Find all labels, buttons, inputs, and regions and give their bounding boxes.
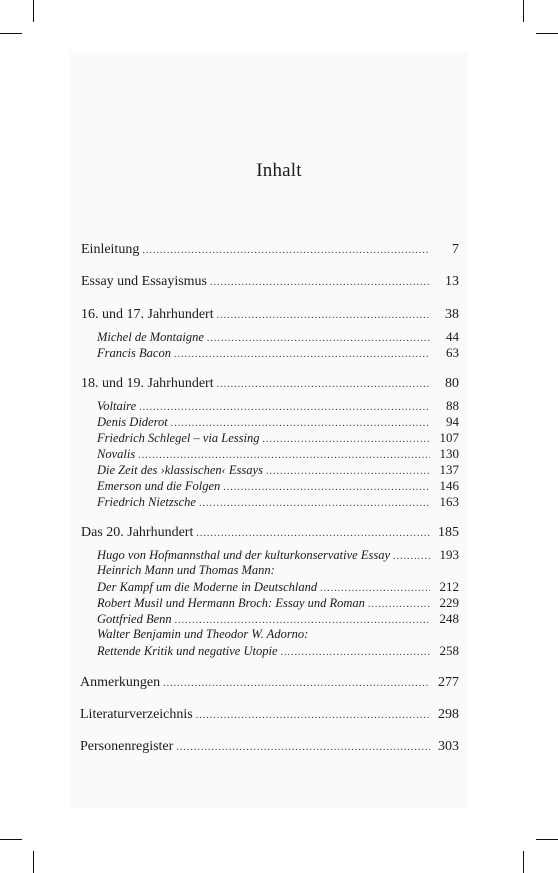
crop-mark-bottom-right-h (536, 839, 558, 840)
toc-entry-page: 63 (446, 345, 459, 360)
toc-entry-page: 212 (439, 579, 459, 594)
toc-subentry-novalis (97, 446, 459, 461)
toc-subentry-benjamin-adorno (97, 627, 459, 642)
toc-entry-label: Robert Musil und Hermann Broch: Essay und Roman (97, 596, 365, 610)
toc-entry-page: 80 (445, 376, 459, 391)
toc-subentry-kampf-moderne (97, 579, 459, 594)
toc-subentry-voltaire (97, 398, 459, 413)
toc-entry-label: Novalis (97, 447, 136, 461)
toc-entry-page: 229 (439, 595, 459, 610)
toc-subentry-klassischen-essays (97, 462, 459, 477)
toc-entry-page: 193 (439, 547, 459, 562)
toc-entry-label: Voltaire (97, 399, 137, 413)
toc-entry-personenregister (80, 738, 459, 755)
crop-mark-bottom-left-v (33, 851, 34, 873)
dot-leader (207, 330, 430, 346)
toc-entry-label: Emerson und die Folgen (97, 479, 221, 493)
toc-entry-label: Die Zeit des ›klassischen‹ Essays (97, 463, 263, 477)
toc-entry-page: 130 (439, 446, 459, 461)
toc-entry-page: 88 (446, 398, 459, 413)
toc-entry-page: 185 (438, 525, 459, 540)
toc-entry-label: Friedrich Schlegel – via Lessing (97, 431, 260, 445)
dot-leader (393, 548, 430, 564)
toc-entry-16-17 (81, 306, 459, 323)
crop-mark-bottom-left-h (0, 839, 22, 840)
dot-leader (138, 447, 430, 463)
dot-leader (223, 479, 430, 495)
dot-leader (171, 415, 430, 431)
toc-entry-label: 16. und 17. Jahrhundert (81, 307, 214, 322)
toc-entry-einleitung (81, 241, 459, 258)
toc-subentry-emerson (97, 478, 459, 493)
crop-mark-top-right-h (536, 33, 558, 34)
toc-entry-page: 298 (438, 707, 459, 722)
toc-entry-page: 303 (438, 739, 459, 754)
dot-leader (175, 612, 430, 628)
toc-subentry-diderot (97, 414, 459, 429)
dot-leader (196, 524, 430, 542)
toc-subentry-montaigne (97, 329, 459, 344)
toc-entry-page: 137 (439, 462, 459, 477)
crop-mark-top-left-v (33, 0, 34, 22)
toc-entry-page: 7 (452, 242, 459, 257)
toc-entry-page: 13 (445, 274, 459, 289)
toc-subentry-benn (97, 611, 459, 626)
dot-leader (281, 644, 430, 660)
toc-entry-label: Literaturverzeichnis (80, 707, 193, 722)
dot-leader (199, 495, 430, 511)
toc-entry-anmerkungen (80, 674, 459, 691)
toc-entry-label: Der Kampf um die Moderne in Deutschland (97, 580, 318, 594)
toc-entry-page: 277 (438, 675, 459, 690)
toc-entry-page: 163 (439, 494, 459, 509)
dot-leader (217, 375, 430, 393)
dot-leader (217, 306, 430, 324)
dot-leader (196, 706, 430, 724)
toc-subentry-musil-broch (97, 595, 459, 610)
toc-entry-literaturverzeichnis (80, 706, 459, 723)
toc-subentry-bacon (97, 345, 459, 360)
toc-entry-label: Michel de Montaigne (97, 330, 204, 344)
crop-mark-top-left-h (0, 33, 22, 34)
dot-leader (139, 399, 430, 415)
toc-subentry-nietzsche (97, 494, 459, 509)
toc-subentry-schlegel (97, 430, 459, 445)
toc-entry-label: Anmerkungen (80, 675, 161, 690)
toc-entry-label: Einleitung (81, 242, 140, 257)
toc-subentry-mann (97, 563, 459, 578)
toc-entry-label: Das 20. Jahrhundert (81, 525, 194, 540)
toc-entry-label: Walter Benjamin und Theodor W. Adorno: (97, 627, 309, 641)
dot-leader (320, 580, 430, 596)
toc-entry-20 (81, 524, 459, 541)
crop-mark-bottom-right-v (523, 851, 524, 873)
toc-entry-page: 248 (439, 611, 459, 626)
toc-entry-label: Denis Diderot (97, 415, 168, 429)
toc-entry-page: 146 (439, 478, 459, 493)
dot-leader (174, 346, 430, 362)
toc-entry-label: Essay und Essayismus (81, 274, 207, 289)
toc-entry-label: Hugo von Hofmannsthal und der kulturkonservative Essay (97, 548, 391, 562)
toc-entry-label: Francis Bacon (97, 346, 171, 360)
dot-leader (210, 273, 430, 291)
dot-leader (176, 738, 430, 756)
toc-entry-essay (81, 273, 459, 290)
toc-entry-18-19 (81, 375, 459, 392)
toc-entry-label: Heinrich Mann und Thomas Mann: (97, 563, 275, 577)
toc-entry-label: 18. und 19. Jahrhundert (81, 376, 214, 391)
toc-subentry-hofmannsthal (97, 547, 459, 562)
toc-entry-page: 258 (439, 643, 459, 658)
toc-entry-page: 107 (439, 430, 459, 445)
toc-entry-page: 94 (446, 414, 459, 429)
toc-entry-label: Gottfried Benn (97, 612, 172, 626)
dot-leader (262, 431, 430, 447)
toc-entry-label: Rettende Kritik und negative Utopie (97, 644, 278, 658)
toc-entry-label: Friedrich Nietzsche (97, 495, 196, 509)
crop-mark-top-right-v (523, 0, 524, 22)
toc-entry-page: 44 (446, 329, 459, 344)
toc-subentry-rettende-kritik (97, 643, 459, 658)
dot-leader (368, 596, 430, 612)
dot-leader (142, 241, 430, 259)
page-title: Inhalt (256, 160, 302, 181)
toc-entry-page: 38 (445, 307, 459, 322)
dot-leader (163, 674, 430, 692)
toc-entry-label: Personenregister (80, 739, 174, 754)
dot-leader (266, 463, 430, 479)
